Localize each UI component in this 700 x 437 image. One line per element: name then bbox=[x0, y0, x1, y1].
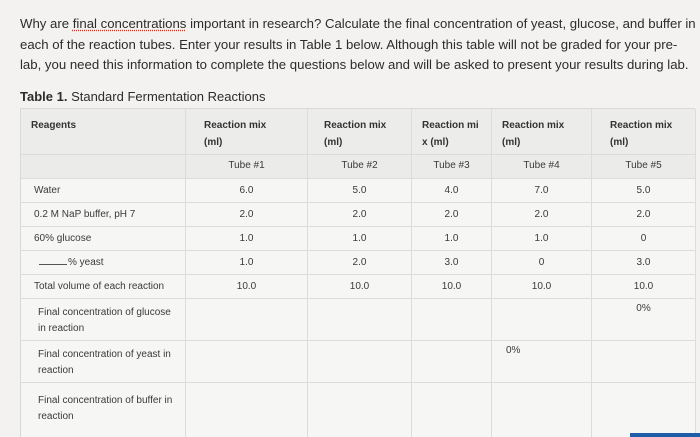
table-cell: 7.0 bbox=[492, 179, 592, 203]
table-row bbox=[21, 251, 696, 275]
table-row bbox=[21, 341, 696, 383]
question-text bbox=[20, 14, 696, 76]
row-label-final-glucose: Final concentration of glucose in reaction bbox=[21, 299, 186, 341]
table-cell-input[interactable] bbox=[592, 383, 696, 437]
table-caption-title: Standard Fermentation Reactions bbox=[67, 89, 266, 104]
tube-label-3: Tube #3 bbox=[412, 155, 492, 179]
table-cell: 1.0 bbox=[412, 227, 492, 251]
table-cell-input[interactable] bbox=[308, 383, 412, 437]
table-caption bbox=[20, 89, 265, 104]
table-row bbox=[21, 227, 696, 251]
row-label-total-volume: Total volume of each reaction bbox=[21, 275, 186, 299]
table-cell: 3.0 bbox=[592, 251, 696, 275]
tube-label-4: Tube #4 bbox=[492, 155, 592, 179]
header-text-4: Reaction mix (ml) bbox=[502, 120, 565, 148]
header-reaction-mix-1 bbox=[186, 109, 308, 155]
tube-label-1: Tube #1 bbox=[186, 155, 308, 179]
table-row bbox=[21, 203, 696, 227]
table-cell-input[interactable]: 0% bbox=[592, 299, 696, 341]
table-cell: 2.0 bbox=[492, 203, 592, 227]
scroll-indicator bbox=[630, 433, 700, 437]
row-label-water: Water bbox=[21, 179, 186, 203]
table-cell-input[interactable] bbox=[308, 341, 412, 383]
header-text-1: Reaction mix (ml) bbox=[204, 120, 267, 148]
header-text-3: Reaction mi x (ml) bbox=[422, 120, 479, 148]
table-cell: 1.0 bbox=[186, 251, 308, 275]
table-cell: 10.0 bbox=[308, 275, 412, 299]
final-concentrations-link[interactable]: final concentrations bbox=[72, 16, 187, 31]
table-cell-input[interactable] bbox=[412, 341, 492, 383]
tube-label-5: Tube #5 bbox=[592, 155, 696, 179]
table-cell-input[interactable] bbox=[492, 299, 592, 341]
table-cell-input[interactable] bbox=[186, 341, 308, 383]
table-cell-input[interactable]: 0% bbox=[492, 341, 592, 383]
table-cell: 1.0 bbox=[308, 227, 412, 251]
header-reaction-mix-4 bbox=[492, 109, 592, 155]
table-cell: 0 bbox=[492, 251, 592, 275]
table-cell: 5.0 bbox=[308, 179, 412, 203]
table-row bbox=[21, 299, 696, 341]
question-text-part1: Why are bbox=[20, 16, 73, 31]
table-caption-number: Table 1. bbox=[20, 89, 68, 104]
header-reaction-mix-2 bbox=[308, 109, 412, 155]
row-label-buffer: 0.2 M NaP buffer, pH 7 bbox=[21, 203, 186, 227]
table-cell: 1.0 bbox=[186, 227, 308, 251]
table-row bbox=[21, 275, 696, 299]
table-cell-input[interactable] bbox=[186, 299, 308, 341]
row-label-final-buffer: Final concentration of buffer in reaction bbox=[21, 383, 186, 437]
header-text-5: Reaction mix (ml) bbox=[610, 120, 673, 148]
row-label-final-yeast: Final concentration of yeast in reaction bbox=[21, 341, 186, 383]
yeast-percent-blank[interactable] bbox=[39, 264, 67, 265]
table-header-row bbox=[21, 109, 696, 155]
table-cell: 2.0 bbox=[308, 203, 412, 227]
table-row bbox=[21, 179, 696, 203]
table-cell-input[interactable] bbox=[592, 341, 696, 383]
row-label-glucose: 60% glucose bbox=[21, 227, 186, 251]
table-cell: 3.0 bbox=[412, 251, 492, 275]
table-cell: 2.0 bbox=[592, 203, 696, 227]
table-row bbox=[21, 383, 696, 437]
fermentation-table bbox=[20, 108, 695, 437]
table-cell: 6.0 bbox=[186, 179, 308, 203]
tube-row bbox=[21, 155, 696, 179]
table-cell: 10.0 bbox=[492, 275, 592, 299]
question-text-part2: important in research? Calculate the final concentration of yeast, glucose, and buffer in each of the reaction tubes. Enter your results in Table 1 below. Although this table will not be graded for your pre-lab, you need this information to complete the questions below and will be asked to present your results during lab. bbox=[20, 16, 696, 72]
row-label-yeast-text: % yeast bbox=[68, 257, 104, 268]
table-cell: 5.0 bbox=[592, 179, 696, 203]
table-cell-input[interactable] bbox=[186, 383, 308, 437]
table-cell: 1.0 bbox=[492, 227, 592, 251]
row-label-yeast bbox=[21, 251, 186, 275]
table-cell: 4.0 bbox=[412, 179, 492, 203]
table-cell-input[interactable] bbox=[492, 383, 592, 437]
table-cell: 2.0 bbox=[412, 203, 492, 227]
table-cell: 0 bbox=[592, 227, 696, 251]
table-cell: 2.0 bbox=[308, 251, 412, 275]
table-cell-input[interactable] bbox=[308, 299, 412, 341]
header-reaction-mix-3 bbox=[412, 109, 492, 155]
header-reagents: Reagents bbox=[21, 109, 186, 155]
table-cell-input[interactable] bbox=[412, 383, 492, 437]
table-cell: 2.0 bbox=[186, 203, 308, 227]
table-cell: 10.0 bbox=[592, 275, 696, 299]
table-cell-input[interactable] bbox=[412, 299, 492, 341]
tube-label-2: Tube #2 bbox=[308, 155, 412, 179]
tube-row-blank bbox=[21, 155, 186, 179]
header-text-2: Reaction mix (ml) bbox=[324, 120, 387, 148]
header-reaction-mix-5 bbox=[592, 109, 696, 155]
table-cell: 10.0 bbox=[186, 275, 308, 299]
table-cell: 10.0 bbox=[412, 275, 492, 299]
